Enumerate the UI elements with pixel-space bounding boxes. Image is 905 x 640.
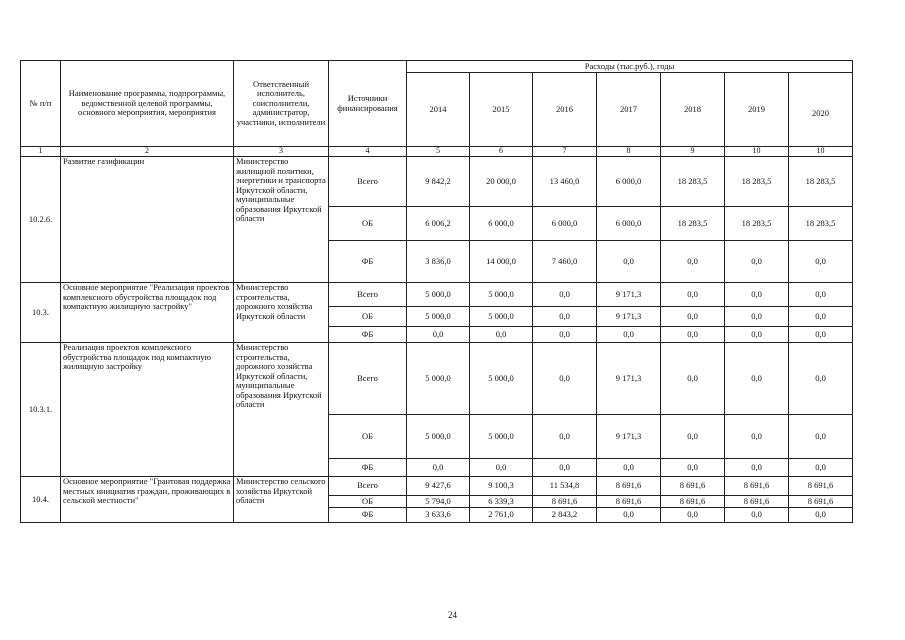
expense-value: 0,0: [470, 327, 533, 343]
expense-value: 18 283,5: [661, 207, 725, 241]
expense-value: 8 691,6: [661, 496, 725, 508]
table-row: [21, 283, 853, 307]
expense-value: 8 691,6: [597, 477, 661, 496]
column-index: 3: [234, 147, 329, 157]
column-index: 5: [407, 147, 470, 157]
expense-value: 9 171,3: [597, 415, 661, 459]
funding-source: ФБ: [329, 459, 407, 477]
expense-value: 9 171,3: [597, 283, 661, 307]
executor: Министерство строительства, дорожного хозяйства Иркутской области, муниципальные образования Иркутской области: [234, 343, 329, 477]
executor: Министерство строительства, дорожного хозяйства Иркутской области: [234, 283, 329, 343]
row-number: 10.3.1.: [21, 343, 61, 477]
expense-value: 6 000,0: [597, 207, 661, 241]
expense-value: 0,0: [789, 241, 853, 283]
expense-value: 0,0: [789, 283, 853, 307]
program-name: Реализация проектов комплексного обустройства площадок под компактную жилищную застройку: [61, 343, 234, 477]
header-year: 2017: [597, 73, 661, 147]
expense-value: 0,0: [789, 508, 853, 523]
expense-value: 18 283,5: [725, 157, 789, 207]
expense-value: 0,0: [725, 283, 789, 307]
expense-value: 0,0: [597, 241, 661, 283]
expense-value: 13 460,0: [533, 157, 597, 207]
column-index: 6: [470, 147, 533, 157]
expense-value: 5 000,0: [470, 307, 533, 327]
expense-value: 0,0: [407, 459, 470, 477]
column-index: 9: [661, 147, 725, 157]
expense-value: 8 691,6: [597, 496, 661, 508]
expense-value: 5 000,0: [407, 307, 470, 327]
expense-value: 0,0: [725, 327, 789, 343]
expense-value: 0,0: [661, 343, 725, 415]
expense-value: 3 836,0: [407, 241, 470, 283]
header-year: 2014: [407, 73, 470, 147]
column-index: 7: [533, 147, 597, 157]
expense-value: 18 283,5: [789, 207, 853, 241]
expense-value: 0,0: [789, 343, 853, 415]
column-index: 10: [725, 147, 789, 157]
column-index: 1: [21, 147, 61, 157]
expense-value: 0,0: [661, 283, 725, 307]
expense-value: 0,0: [661, 415, 725, 459]
expense-value: 5 000,0: [407, 343, 470, 415]
funding-source: ОБ: [329, 415, 407, 459]
expense-value: 0,0: [725, 508, 789, 523]
expense-value: 8 691,6: [789, 496, 853, 508]
expense-value: 5 000,0: [470, 343, 533, 415]
header-expenses: Расходы (тыс.руб.), годы: [407, 61, 853, 73]
expense-value: 0,0: [407, 327, 470, 343]
expense-value: 5 000,0: [470, 283, 533, 307]
expense-value: 6 339,3: [470, 496, 533, 508]
expense-value: 9 100,3: [470, 477, 533, 496]
column-index: 2: [61, 147, 234, 157]
expense-value: 0,0: [533, 283, 597, 307]
expense-value: 0,0: [725, 459, 789, 477]
header-year: 2018: [661, 73, 725, 147]
expense-value: 0,0: [789, 307, 853, 327]
funding-source: Всего: [329, 477, 407, 496]
expense-value: 0,0: [470, 459, 533, 477]
header-year: 2015: [470, 73, 533, 147]
expense-value: 0,0: [661, 459, 725, 477]
column-index: 8: [597, 147, 661, 157]
header-name: Наименование программы, подпрограммы, ведомственной целевой программы, основного мероприятия, мероприятия: [61, 61, 234, 147]
expense-value: 9 171,3: [597, 343, 661, 415]
funding-source: ФБ: [329, 241, 407, 283]
expense-value: 0,0: [661, 241, 725, 283]
row-number: 10.2.6.: [21, 157, 61, 283]
expense-value: 6 000,0: [533, 207, 597, 241]
expense-value: 0,0: [661, 307, 725, 327]
expense-value: 6 000,0: [470, 207, 533, 241]
page-number: 24: [448, 610, 457, 620]
column-index-row: [21, 147, 853, 157]
expense-value: 8 691,6: [725, 496, 789, 508]
expense-value: 0,0: [725, 415, 789, 459]
row-number: 10.3.: [21, 283, 61, 343]
expense-value: 11 534,8: [533, 477, 597, 496]
program-name: Основное мероприятие "Реализация проектов комплексного обустройства площадок под компактную жилищную застройку": [61, 283, 234, 343]
expense-value: 9 171,3: [597, 307, 661, 327]
program-name: Основное мероприятие "Грантовая поддержка местных инициатив граждан, проживающих в сельской местности": [61, 477, 234, 523]
expense-value: 0,0: [597, 508, 661, 523]
expense-value: 0,0: [725, 343, 789, 415]
funding-source: Всего: [329, 283, 407, 307]
funding-source: ФБ: [329, 508, 407, 523]
expense-value: 5 000,0: [470, 415, 533, 459]
expense-value: 8 691,6: [661, 477, 725, 496]
expense-value: 6 006,2: [407, 207, 470, 241]
executor: Министерство жилищной политики, энергетики и транспорта Иркутской области, муниципальные образования Иркутской области: [234, 157, 329, 283]
expense-value: 0,0: [725, 241, 789, 283]
funding-source: ОБ: [329, 496, 407, 508]
expense-value: 0,0: [533, 327, 597, 343]
table-row: [21, 157, 853, 207]
expense-value: 0,0: [789, 327, 853, 343]
expense-value: 7 460,0: [533, 241, 597, 283]
header-year: 2019: [725, 73, 789, 147]
expense-value: 5 000,0: [407, 283, 470, 307]
expense-value: 0,0: [725, 307, 789, 327]
column-index: 4: [329, 147, 407, 157]
program-name: Развитие газификации: [61, 157, 234, 283]
expense-value: 8 691,6: [725, 477, 789, 496]
expense-value: 0,0: [533, 307, 597, 327]
expense-value: 5 000,0: [407, 415, 470, 459]
header-executor: Ответственный исполнитель, соисполнители, администратор, участники, исполнители: [234, 61, 329, 147]
budget-table: [20, 60, 853, 523]
expense-value: 8 691,6: [533, 496, 597, 508]
funding-source: ОБ: [329, 307, 407, 327]
expense-value: 14 000,0: [470, 241, 533, 283]
funding-source: Всего: [329, 157, 407, 207]
expense-value: 2 843,2: [533, 508, 597, 523]
expense-value: 0,0: [533, 343, 597, 415]
column-index: 10: [789, 147, 853, 157]
header-num: № п/п: [21, 61, 61, 147]
expense-value: 2 761,0: [470, 508, 533, 523]
expense-value: 6 000,0: [597, 157, 661, 207]
header-year: 2016: [533, 73, 597, 147]
table-row: [21, 343, 853, 415]
expense-value: 18 283,5: [661, 157, 725, 207]
executor: Министерство сельского хозяйства Иркутской области: [234, 477, 329, 523]
expense-value: 0,0: [597, 327, 661, 343]
row-number: 10.4.: [21, 477, 61, 523]
expense-value: 18 283,5: [789, 157, 853, 207]
expense-value: 0,0: [661, 508, 725, 523]
funding-source: Всего: [329, 343, 407, 415]
expense-value: 0,0: [533, 459, 597, 477]
header-year: 2020: [789, 73, 853, 147]
header-sources: Источники финансирования: [329, 61, 407, 147]
expense-value: 18 283,5: [725, 207, 789, 241]
expense-value: 20 000,0: [470, 157, 533, 207]
expense-value: 5 794,0: [407, 496, 470, 508]
funding-source: ОБ: [329, 207, 407, 241]
expense-value: 0,0: [661, 327, 725, 343]
funding-source: ФБ: [329, 327, 407, 343]
expense-value: 8 691,6: [789, 477, 853, 496]
expense-value: 0,0: [533, 415, 597, 459]
expense-value: 0,0: [789, 415, 853, 459]
expense-value: 9 427,6: [407, 477, 470, 496]
expense-value: 9 842,2: [407, 157, 470, 207]
expense-value: 3 633,6: [407, 508, 470, 523]
expense-value: 0,0: [597, 459, 661, 477]
table-row: [21, 477, 853, 496]
expense-value: 0,0: [789, 459, 853, 477]
